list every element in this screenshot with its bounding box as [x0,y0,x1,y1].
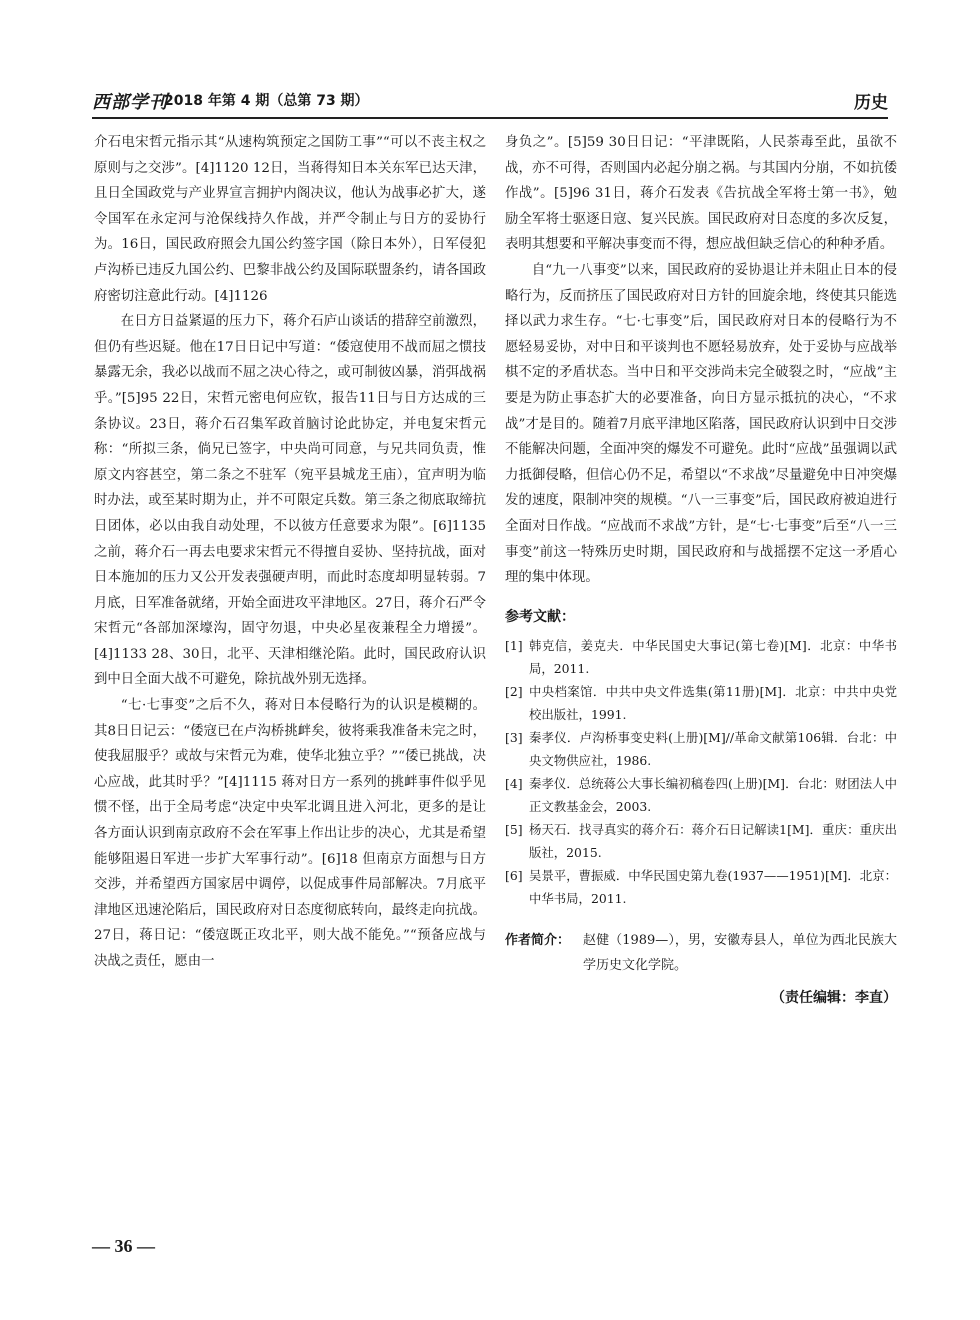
right-column [505,130,897,1012]
author-bio-text: 赵健（1989—），男，安徽寿县人，单位为西北民族大学历史文化学院。 [583,933,897,974]
reference-item [505,726,897,772]
journal-logo: 西部学刊 [92,92,168,113]
reference-item [505,818,897,864]
author-bio [505,928,897,978]
paragraph: 在日方日益紧逼的压力下，蒋介石庐山谈话的措辞空前激烈，但仍有些迟疑。他在17日日记中写道：“倭寇使用不战而屈之惯技暴露无余，我必以战而不屈之决心待之，或可制彼凶暴，消弭战祸乎。”[5]95 22日，宋哲元密电何应钦，报告11日与日方达成的三条协议。23日，蒋介石召集军政首脑讨论此协定，并电复宋哲元称：“所拟三条，倘兄已签字，中央尚可同意，与兄共同负责，惟原文内容甚空，第二条之不驻军（宛平县城龙王庙），宜声明为临时办法，或至某时期为止，并不可限定兵数。第三条之彻底取缔抗日团体，必以由我自动处理，不以彼方任意要求为限”。[6]1135 之前，蒋介石一再去电要求宋哲元不得擅自妥协、坚持抗战，面对日本施加的压力又公开发表强硬声明，而此时态度却明显转弱。7月底，日军准备就绪，开始全面进攻平津地区。27日，蒋介石严令宋哲元“各部加深壕沟，固守勿退，中央必星夜兼程全力增援”。[4]1133 28、30日，北平、天津相继沦陷。此时，国民政府认识到中日全面大战不可避免，除抗战外别无选择。 [94,314,486,688]
reference-item [505,864,897,910]
paragraph: 自“九一八事变”以来，国民政府的妥协退让并未阻止日本的侵略行为，反而挤压了国民政府对日方针的回旋余地，终使其只能选择以武力求生存。“七·七事变”后，国民政府对日本的侵略行为不愿轻易妥协，对中日和平谈判也不愿轻易放弃，处于妥协与应战举棋不定的矛盾状态。当中日和平交涉尚未完全破裂之时，“应战”主要是为防止事态扩大的必要准备，向日方显示抵抗的决心，“不求战”才是目的。随着7月底平津地区陷落，国民政府认识到中日交涉不能解决问题，全面冲突的爆发不可避免。此时“应战”虽强调以武力抵御侵略，但信心仍不足，希望以“不求战”尽量避免中日冲突爆发的速度，限制冲突的规模。“八一三事变”后，国民政府被迫进行全面对日作战。“应战而不求战”方针，是“七·七事变”后至“八一三事变”前这一特殊历史时期，国民政府和与战摇摆不定这一矛盾心理的集中体现。 [505,262,897,586]
reference-text: 杨天石．找寻真实的蒋介石：蒋介石日记解读1[M]．重庆：重庆出版社，2015. [529,822,897,861]
reference-text: 韩克信，姜克夫．中华民国史大事记(第七卷)[M]．北京：中华书局，2011. [529,638,897,677]
author-bio-label: 作者简介： [505,933,571,949]
issue-info: 2018 年第 4 期（总第 73 期） [164,93,369,109]
reference-number: [1] [505,638,523,654]
reference-item [505,680,897,726]
page-header [92,86,888,116]
section-label: 历史 [854,93,888,113]
paragraph: 身负之”。[5]59 30日日记：“平津既陷，人民荼毒至此，虽欲不战，亦不可得，否则国内必起分崩之祸。与其国内分崩，不如抗倭作战”。[5]96 31日，蒋介石发表《告抗战全军将士第一书》，勉励全军将士驱逐日寇、复兴民族。国民政府对日态度的多次反复，表明其想要和平解决事变而不得，想应战但缺乏信心的种种矛盾。 [505,135,897,253]
paragraph: 介石电宋哲元指示其“从速构筑预定之国防工事”“可以不丧主权之原则与之交涉”。[4]1120 12日，当蒋得知日本关东军已达天津，且日全国政党与产业界宣言拥护内阁决议，他认为战事必扩大，遂令国军在永定河与沧保线持久作战，并严令制止与日方的妥协行为。16日，国民政府照会九国公约签字国（除日本外），日军侵犯卢沟桥已违反九国公约、巴黎非战公约及国际联盟条约，请各国政府密切注意此行动。[4]1126 [94,135,486,304]
paragraph: “七·七事变”之后不久，蒋对日本侵略行为的认识是模糊的。其8日日记云：“倭寇已在卢沟桥挑衅矣，彼将乘我准备未完之时，使我屈服乎？或故与宋哲元为难，使华北独立乎？”“倭已挑战，决心应战，此其时乎？”[4]1115 蒋对日方一系列的挑衅事件似乎见惯不怪，出于全局考虑“决定中央军北调且进入河北，更多的是让各方面认识到南京政府不会在军事上作出让步的决心，尤其是希望能够阻遏日军进一步扩大军事行动”。[6]18 但南京方面想与日方交涉，并希望西方国家居中调停，以促成事件局部解决。7月底平津地区迅速沦陷后，国民政府对日态度彻底转向，最终走向抗战。27日，蒋日记：“倭寇既正攻北平，则大战不能免。”“预备应战与决战之责任，愿由一 [94,698,486,969]
reference-number: [2] [505,684,523,700]
reference-text: 中央档案馆．中共中央文件选集(第11册)[M]．北京：中共中央党校出版社，1991. [529,684,897,723]
reference-text: 秦孝仪．总统蒋公大事长编初稿卷四(上册)[M]．台北：财团法人中正文教基金会，2003. [529,776,897,815]
left-column [94,130,486,975]
reference-item [505,772,897,818]
reference-text: 秦孝仪．卢沟桥事变史料(上册)[M]//革命文献第106辑．台北：中央文物供应社，1986. [529,730,897,769]
references-heading: 参考文献： [505,608,575,625]
reference-number: [3] [505,730,523,746]
editor-note: （责任编辑：李直） [771,990,897,1007]
page-number: — 36 — [92,1236,155,1256]
reference-number: [5] [505,822,523,838]
header-rule [92,117,888,119]
reference-number: [4] [505,776,523,792]
reference-list [505,634,897,910]
reference-item [505,634,897,680]
reference-text: 吴景平，曹振威．中华民国史第九卷(1937——1951)[M]．北京：中华书局，2011. [529,868,897,907]
reference-number: [6] [505,868,523,884]
